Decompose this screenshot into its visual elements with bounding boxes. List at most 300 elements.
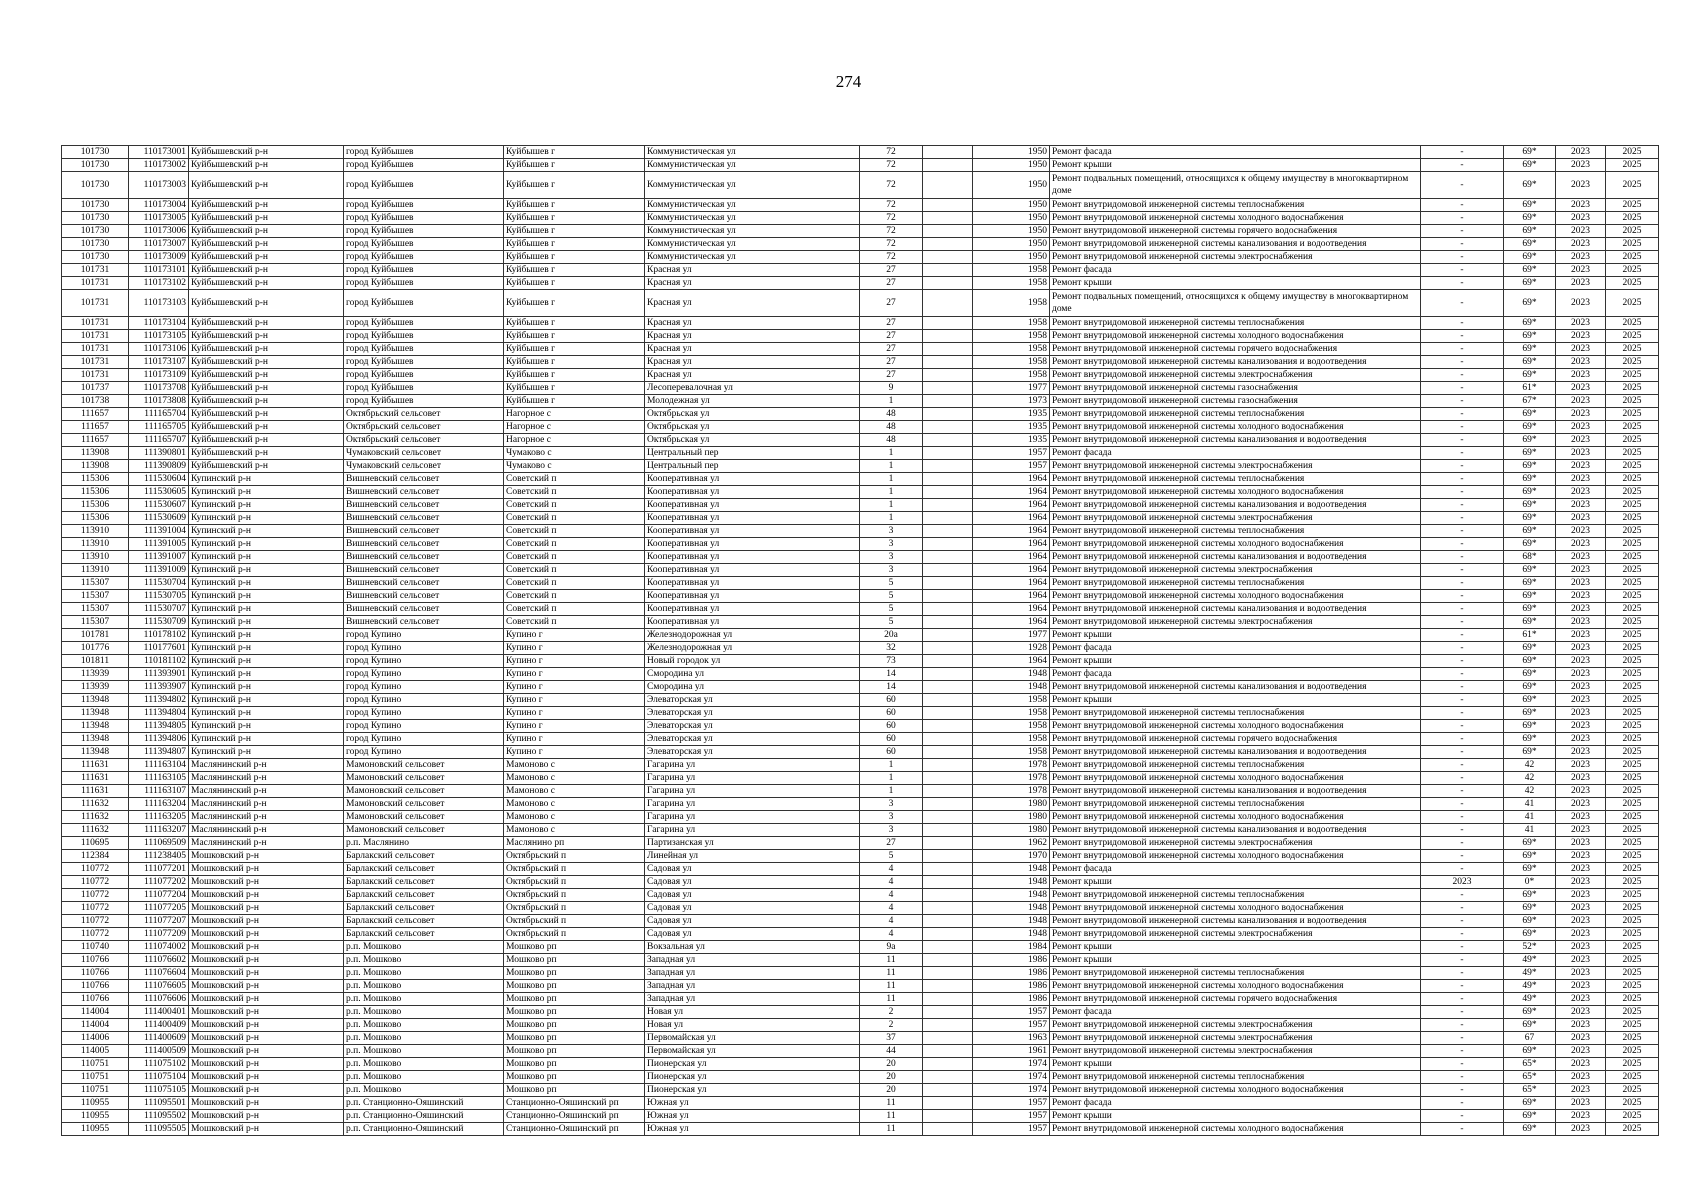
cell-municipality: город Куйбышев	[344, 343, 504, 356]
cell-house-number: 20а	[860, 629, 923, 642]
cell-wear-percent: 69*	[1504, 1045, 1556, 1058]
cell-wear-percent: 69*	[1504, 159, 1556, 172]
cell-street: Новая ул	[645, 1019, 860, 1032]
cell-street: Садовая ул	[645, 915, 860, 928]
cell-street: Красная ул	[645, 290, 860, 317]
cell-municipality: р.п. Мошково	[344, 1019, 504, 1032]
cell-start-year: 2023	[1556, 694, 1606, 707]
cell-district: Купинский р-н	[189, 707, 344, 720]
cell-house-number: 27	[860, 290, 923, 317]
cell-planned-year: -	[1421, 212, 1504, 225]
cell-house-id: 111657	[62, 434, 129, 447]
cell-district: Куйбышевский р-н	[189, 212, 344, 225]
cell-end-year: 2025	[1606, 1097, 1659, 1110]
table-row	[62, 499, 1659, 512]
table-row	[62, 850, 1659, 863]
cell-house-number: 20	[860, 1084, 923, 1097]
cell-work-type: Ремонт внутридомовой инженерной системы теплоснабжения	[1050, 707, 1421, 720]
cell-start-year: 2023	[1556, 199, 1606, 212]
cell-end-year: 2025	[1606, 993, 1659, 1006]
cell-end-year: 2025	[1606, 330, 1659, 343]
cell-work-id: 111400509	[129, 1045, 189, 1058]
cell-municipality: р.п. Мошково	[344, 967, 504, 980]
cell-district: Куйбышевский р-н	[189, 356, 344, 369]
cell-building	[923, 1097, 973, 1110]
cell-wear-percent: 69*	[1504, 1019, 1556, 1032]
cell-house-number: 27	[860, 277, 923, 290]
cell-work-type: Ремонт крыши	[1050, 277, 1421, 290]
cell-street: Гагарина ул	[645, 759, 860, 772]
cell-house-id: 110772	[62, 889, 129, 902]
cell-house-number: 1	[860, 759, 923, 772]
cell-house-number: 27	[860, 343, 923, 356]
cell-work-type: Ремонт внутридомовой инженерной системы канализования и водоотведения	[1050, 434, 1421, 447]
cell-house-number: 27	[860, 317, 923, 330]
cell-end-year: 2025	[1606, 785, 1659, 798]
cell-street: Коммунистическая ул	[645, 199, 860, 212]
cell-locality: Мошково рп	[504, 1058, 645, 1071]
cell-year-built: 1984	[973, 941, 1050, 954]
cell-street: Коммунистическая ул	[645, 159, 860, 172]
cell-end-year: 2025	[1606, 707, 1659, 720]
cell-house-number: 14	[860, 681, 923, 694]
table-row	[62, 330, 1659, 343]
cell-locality: Октябрьский п	[504, 876, 645, 889]
cell-planned-year: -	[1421, 238, 1504, 251]
cell-municipality: город Куйбышев	[344, 172, 504, 199]
cell-street: Линейная ул	[645, 850, 860, 863]
cell-work-id: 110181102	[129, 655, 189, 668]
cell-year-built: 1957	[973, 460, 1050, 473]
cell-work-type: Ремонт внутридомовой инженерной системы теплоснабжения	[1050, 889, 1421, 902]
cell-house-number: 27	[860, 369, 923, 382]
cell-house-number: 5	[860, 577, 923, 590]
cell-start-year: 2023	[1556, 238, 1606, 251]
cell-locality: Октябрьский п	[504, 850, 645, 863]
cell-work-id: 111076606	[129, 993, 189, 1006]
cell-district: Куйбышевский р-н	[189, 343, 344, 356]
cell-building	[923, 290, 973, 317]
cell-wear-percent: 67	[1504, 1032, 1556, 1045]
cell-house-number: 60	[860, 733, 923, 746]
cell-municipality: Вишневский сельсовет	[344, 590, 504, 603]
table-row	[62, 525, 1659, 538]
cell-house-number: 72	[860, 146, 923, 159]
cell-street: Смородина ул	[645, 681, 860, 694]
cell-street: Железнодорожная ул	[645, 642, 860, 655]
cell-end-year: 2025	[1606, 369, 1659, 382]
cell-district: Маслянинский р-н	[189, 811, 344, 824]
cell-street: Элеваторская ул	[645, 694, 860, 707]
cell-work-id: 111400401	[129, 1006, 189, 1019]
cell-planned-year: -	[1421, 694, 1504, 707]
table-row	[62, 772, 1659, 785]
table-row	[62, 720, 1659, 733]
cell-wear-percent: 69*	[1504, 1123, 1556, 1136]
cell-building	[923, 889, 973, 902]
cell-year-built: 1958	[973, 317, 1050, 330]
cell-end-year: 2025	[1606, 343, 1659, 356]
cell-house-number: 5	[860, 850, 923, 863]
cell-building	[923, 564, 973, 577]
cell-wear-percent: 69*	[1504, 421, 1556, 434]
cell-end-year: 2025	[1606, 382, 1659, 395]
table-row	[62, 1084, 1659, 1097]
cell-district: Купинский р-н	[189, 473, 344, 486]
table-body	[62, 146, 1659, 1136]
cell-municipality: Вишневский сельсовет	[344, 499, 504, 512]
cell-district: Купинский р-н	[189, 655, 344, 668]
table-row	[62, 434, 1659, 447]
cell-planned-year: -	[1421, 421, 1504, 434]
cell-year-built: 1950	[973, 146, 1050, 159]
cell-street: Коммунистическая ул	[645, 146, 860, 159]
cell-building	[923, 277, 973, 290]
cell-house-number: 11	[860, 967, 923, 980]
table-row	[62, 343, 1659, 356]
cell-street: Красная ул	[645, 369, 860, 382]
cell-district: Куйбышевский р-н	[189, 369, 344, 382]
cell-work-id: 110173006	[129, 225, 189, 238]
cell-house-number: 9а	[860, 941, 923, 954]
cell-start-year: 2023	[1556, 369, 1606, 382]
cell-start-year: 2023	[1556, 876, 1606, 889]
cell-work-id: 111077207	[129, 915, 189, 928]
cell-building	[923, 434, 973, 447]
cell-building	[923, 1071, 973, 1084]
cell-start-year: 2023	[1556, 863, 1606, 876]
cell-district: Куйбышевский р-н	[189, 238, 344, 251]
cell-work-id: 111077204	[129, 889, 189, 902]
cell-start-year: 2023	[1556, 733, 1606, 746]
cell-work-id: 111163107	[129, 785, 189, 798]
cell-street: Гагарина ул	[645, 811, 860, 824]
cell-work-id: 110173002	[129, 159, 189, 172]
cell-planned-year: -	[1421, 824, 1504, 837]
cell-planned-year: -	[1421, 772, 1504, 785]
cell-municipality: Октябрьский сельсовет	[344, 434, 504, 447]
table-row	[62, 251, 1659, 264]
cell-planned-year: -	[1421, 811, 1504, 824]
cell-work-id: 111391004	[129, 525, 189, 538]
cell-house-id: 115306	[62, 473, 129, 486]
cell-locality: Советский п	[504, 538, 645, 551]
table-row	[62, 798, 1659, 811]
cell-municipality: Мамоновский сельсовет	[344, 824, 504, 837]
cell-work-id: 111075105	[129, 1084, 189, 1097]
cell-house-number: 60	[860, 746, 923, 759]
cell-wear-percent: 69*	[1504, 499, 1556, 512]
cell-work-type: Ремонт фасада	[1050, 863, 1421, 876]
cell-planned-year: -	[1421, 512, 1504, 525]
cell-work-type: Ремонт внутридомовой инженерной системы газоснабжения	[1050, 382, 1421, 395]
cell-year-built: 1973	[973, 395, 1050, 408]
cell-work-type: Ремонт внутридомовой инженерной системы электроснабжения	[1050, 616, 1421, 629]
cell-work-type: Ремонт внутридомовой инженерной системы теплоснабжения	[1050, 525, 1421, 538]
cell-start-year: 2023	[1556, 330, 1606, 343]
cell-house-id: 101731	[62, 369, 129, 382]
cell-work-type: Ремонт внутридомовой инженерной системы электроснабжения	[1050, 512, 1421, 525]
cell-building	[923, 850, 973, 863]
cell-locality: Мошково рп	[504, 1019, 645, 1032]
cell-wear-percent: 69*	[1504, 746, 1556, 759]
cell-house-number: 60	[860, 694, 923, 707]
cell-work-type: Ремонт крыши	[1050, 694, 1421, 707]
cell-house-id: 113948	[62, 694, 129, 707]
cell-planned-year: -	[1421, 486, 1504, 499]
table-row	[62, 212, 1659, 225]
cell-work-id: 111076605	[129, 980, 189, 993]
cell-district: Куйбышевский р-н	[189, 146, 344, 159]
cell-planned-year: -	[1421, 941, 1504, 954]
cell-district: Куйбышевский р-н	[189, 408, 344, 421]
cell-street: Кооперативная ул	[645, 473, 860, 486]
cell-start-year: 2023	[1556, 720, 1606, 733]
cell-house-number: 44	[860, 1045, 923, 1058]
cell-start-year: 2023	[1556, 1058, 1606, 1071]
cell-wear-percent: 69*	[1504, 577, 1556, 590]
cell-locality: Купино г	[504, 681, 645, 694]
cell-year-built: 1964	[973, 486, 1050, 499]
cell-house-id: 101731	[62, 290, 129, 317]
cell-locality: Октябрьский п	[504, 928, 645, 941]
cell-building	[923, 928, 973, 941]
cell-district: Мошковский р-н	[189, 941, 344, 954]
cell-work-type: Ремонт крыши	[1050, 655, 1421, 668]
cell-house-id: 115307	[62, 616, 129, 629]
cell-house-number: 72	[860, 199, 923, 212]
cell-work-id: 111076602	[129, 954, 189, 967]
cell-end-year: 2025	[1606, 172, 1659, 199]
cell-street: Коммунистическая ул	[645, 212, 860, 225]
cell-year-built: 1948	[973, 863, 1050, 876]
cell-building	[923, 1032, 973, 1045]
cell-end-year: 2025	[1606, 798, 1659, 811]
cell-house-id: 101730	[62, 225, 129, 238]
table-row	[62, 225, 1659, 238]
table-row	[62, 889, 1659, 902]
cell-building	[923, 1084, 973, 1097]
cell-locality: Мамоново с	[504, 759, 645, 772]
cell-house-number: 72	[860, 225, 923, 238]
cell-planned-year: -	[1421, 1032, 1504, 1045]
cell-work-type: Ремонт крыши	[1050, 1110, 1421, 1123]
cell-municipality: р.п. Мошково	[344, 1084, 504, 1097]
cell-work-id: 111077209	[129, 928, 189, 941]
table-row	[62, 629, 1659, 642]
cell-planned-year: -	[1421, 408, 1504, 421]
cell-district: Маслянинский р-н	[189, 824, 344, 837]
table-row	[62, 707, 1659, 720]
cell-house-id: 115307	[62, 603, 129, 616]
table-row	[62, 382, 1659, 395]
cell-house-number: 3	[860, 538, 923, 551]
cell-end-year: 2025	[1606, 837, 1659, 850]
cell-wear-percent: 69*	[1504, 850, 1556, 863]
cell-work-type: Ремонт внутридомовой инженерной системы холодного водоснабжения	[1050, 772, 1421, 785]
cell-street: Железнодорожная ул	[645, 629, 860, 642]
cell-municipality: город Куйбышев	[344, 225, 504, 238]
cell-house-number: 2	[860, 1019, 923, 1032]
cell-planned-year: -	[1421, 199, 1504, 212]
cell-start-year: 2023	[1556, 668, 1606, 681]
cell-building	[923, 980, 973, 993]
cell-work-type: Ремонт внутридомовой инженерной системы холодного водоснабжения	[1050, 212, 1421, 225]
cell-locality: Куйбышев г	[504, 290, 645, 317]
cell-start-year: 2023	[1556, 616, 1606, 629]
cell-municipality: Мамоновский сельсовет	[344, 759, 504, 772]
cell-wear-percent: 69*	[1504, 863, 1556, 876]
cell-planned-year: -	[1421, 1058, 1504, 1071]
cell-house-number: 27	[860, 264, 923, 277]
cell-year-built: 1963	[973, 1032, 1050, 1045]
cell-work-type: Ремонт фасада	[1050, 1006, 1421, 1019]
cell-wear-percent: 69*	[1504, 590, 1556, 603]
cell-house-number: 1	[860, 447, 923, 460]
cell-house-id: 110772	[62, 928, 129, 941]
cell-year-built: 1958	[973, 369, 1050, 382]
cell-end-year: 2025	[1606, 642, 1659, 655]
cell-work-type: Ремонт внутридомовой инженерной системы канализования и водоотведения	[1050, 238, 1421, 251]
cell-work-id: 110173104	[129, 317, 189, 330]
cell-end-year: 2025	[1606, 395, 1659, 408]
cell-year-built: 1986	[973, 993, 1050, 1006]
cell-year-built: 1964	[973, 590, 1050, 603]
cell-building	[923, 629, 973, 642]
cell-building	[923, 590, 973, 603]
cell-work-type: Ремонт внутридомовой инженерной системы канализования и водоотведения	[1050, 551, 1421, 564]
cell-building	[923, 395, 973, 408]
cell-street: Лесоперевалочная ул	[645, 382, 860, 395]
cell-work-type: Ремонт внутридомовой инженерной системы холодного водоснабжения	[1050, 902, 1421, 915]
cell-end-year: 2025	[1606, 1110, 1659, 1123]
cell-work-type: Ремонт внутридомовой инженерной системы канализования и водоотведения	[1050, 499, 1421, 512]
cell-house-id: 110772	[62, 863, 129, 876]
cell-house-number: 4	[860, 915, 923, 928]
cell-planned-year: -	[1421, 603, 1504, 616]
cell-municipality: р.п. Станционно-Ояшинский	[344, 1123, 504, 1136]
cell-district: Мошковский р-н	[189, 1097, 344, 1110]
cell-start-year: 2023	[1556, 172, 1606, 199]
cell-end-year: 2025	[1606, 499, 1659, 512]
cell-locality: Куйбышев г	[504, 199, 645, 212]
cell-wear-percent: 49*	[1504, 980, 1556, 993]
cell-municipality: Октябрьский сельсовет	[344, 408, 504, 421]
cell-house-number: 3	[860, 551, 923, 564]
cell-work-type: Ремонт крыши	[1050, 159, 1421, 172]
cell-street: Молодежная ул	[645, 395, 860, 408]
cell-work-type: Ремонт крыши	[1050, 1058, 1421, 1071]
cell-house-id: 101730	[62, 159, 129, 172]
cell-house-number: 11	[860, 1097, 923, 1110]
cell-municipality: город Куйбышев	[344, 251, 504, 264]
cell-house-number: 72	[860, 172, 923, 199]
cell-year-built: 1948	[973, 902, 1050, 915]
table-row	[62, 759, 1659, 772]
cell-end-year: 2025	[1606, 1071, 1659, 1084]
cell-house-id: 114006	[62, 1032, 129, 1045]
cell-work-id: 111394806	[129, 733, 189, 746]
cell-district: Куйбышевский р-н	[189, 395, 344, 408]
table-row	[62, 1045, 1659, 1058]
cell-municipality: Мамоновский сельсовет	[344, 772, 504, 785]
cell-planned-year: -	[1421, 733, 1504, 746]
cell-house-id: 115306	[62, 512, 129, 525]
cell-street: Садовая ул	[645, 889, 860, 902]
cell-building	[923, 707, 973, 720]
cell-work-id: 110173003	[129, 172, 189, 199]
cell-work-id: 110173106	[129, 343, 189, 356]
cell-end-year: 2025	[1606, 434, 1659, 447]
cell-work-type: Ремонт фасада	[1050, 264, 1421, 277]
cell-house-number: 72	[860, 212, 923, 225]
cell-house-id: 101776	[62, 642, 129, 655]
cell-planned-year: -	[1421, 330, 1504, 343]
cell-wear-percent: 69*	[1504, 564, 1556, 577]
cell-end-year: 2025	[1606, 902, 1659, 915]
cell-end-year: 2025	[1606, 915, 1659, 928]
cell-work-type: Ремонт внутридомовой инженерной системы холодного водоснабжения	[1050, 720, 1421, 733]
cell-wear-percent: 69*	[1504, 486, 1556, 499]
cell-year-built: 1948	[973, 668, 1050, 681]
cell-building	[923, 330, 973, 343]
cell-house-number: 32	[860, 642, 923, 655]
cell-end-year: 2025	[1606, 655, 1659, 668]
cell-wear-percent: 69*	[1504, 1110, 1556, 1123]
cell-work-id: 111390801	[129, 447, 189, 460]
table-row	[62, 356, 1659, 369]
cell-house-number: 9	[860, 382, 923, 395]
cell-district: Купинский р-н	[189, 629, 344, 642]
cell-house-id: 113910	[62, 551, 129, 564]
cell-wear-percent: 67*	[1504, 395, 1556, 408]
cell-building	[923, 993, 973, 1006]
cell-locality: Советский п	[504, 551, 645, 564]
table-row	[62, 473, 1659, 486]
cell-planned-year: -	[1421, 551, 1504, 564]
cell-locality: Мошково рп	[504, 1045, 645, 1058]
cell-municipality: Барлакский сельсовет	[344, 876, 504, 889]
cell-locality: Купино г	[504, 629, 645, 642]
cell-start-year: 2023	[1556, 1045, 1606, 1058]
cell-house-id: 110955	[62, 1097, 129, 1110]
cell-work-type: Ремонт крыши	[1050, 629, 1421, 642]
table-row	[62, 954, 1659, 967]
cell-locality: Куйбышев г	[504, 382, 645, 395]
cell-year-built: 1958	[973, 264, 1050, 277]
cell-municipality: р.п. Мошково	[344, 980, 504, 993]
cell-locality: Мамоново с	[504, 824, 645, 837]
cell-wear-percent: 42	[1504, 772, 1556, 785]
cell-district: Маслянинский р-н	[189, 798, 344, 811]
cell-locality: Куйбышев г	[504, 172, 645, 199]
cell-house-number: 60	[860, 707, 923, 720]
cell-locality: Куйбышев г	[504, 277, 645, 290]
cell-building	[923, 356, 973, 369]
cell-year-built: 1986	[973, 967, 1050, 980]
cell-work-type: Ремонт внутридомовой инженерной системы горячего водоснабжения	[1050, 343, 1421, 356]
cell-house-id: 111631	[62, 772, 129, 785]
cell-building	[923, 408, 973, 421]
cell-building	[923, 798, 973, 811]
cell-start-year: 2023	[1556, 264, 1606, 277]
cell-street: Кооперативная ул	[645, 577, 860, 590]
cell-start-year: 2023	[1556, 499, 1606, 512]
cell-district: Куйбышевский р-н	[189, 225, 344, 238]
table-row	[62, 681, 1659, 694]
cell-work-id: 111163204	[129, 798, 189, 811]
cell-street: Партизанская ул	[645, 837, 860, 850]
